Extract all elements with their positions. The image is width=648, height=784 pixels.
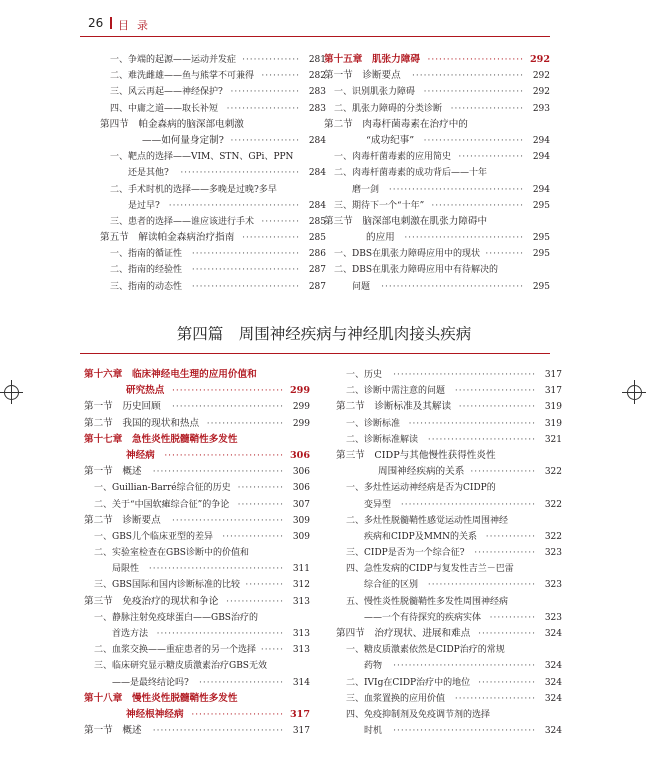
toc-entry-title: 二、血浆交换——重症患者的另一个选择	[94, 645, 257, 656]
toc-entry-title: 三、血浆置换的应用价值	[346, 693, 446, 704]
toc-page-number: 294	[532, 152, 550, 163]
toc-entry	[324, 182, 552, 198]
toc-entry	[324, 133, 552, 149]
toc-entry-title: 第一节 概述	[84, 466, 142, 478]
toc-entry	[84, 723, 312, 739]
toc-leader-dots: ············	[237, 499, 284, 510]
toc-entry-title: 一、多灶性运动神经病是否为CIDP的	[346, 483, 496, 494]
toc-leader-dots: ···················	[450, 103, 524, 114]
toc-page-number: 317	[292, 726, 310, 737]
toc-entry-title: 一、识别肌张力障碍	[334, 87, 416, 98]
toc-entry-title: 三、临床研究显示糖皮质激素治疗GBS无效	[94, 661, 267, 672]
toc-entry-title: 二、实验室检查在GBS诊断中的价值和	[94, 548, 249, 559]
toc-entry	[100, 262, 328, 278]
toc-entry	[336, 691, 564, 707]
toc-leader-dots: ············	[489, 612, 536, 623]
toc-entry	[336, 675, 564, 691]
part-title: 第四篇 周围神经疾病与神经肌肉接头疾病	[176, 325, 472, 343]
toc-leader-dots: ····························	[191, 281, 300, 292]
toc-page-number: 309	[292, 531, 310, 542]
toc-entry	[100, 52, 328, 68]
toc-page-number: 314	[292, 677, 310, 688]
toc-entry-title: 二、肉毒杆菌毒素的成功背后——十年	[334, 168, 488, 179]
toc-leader-dots: ··························	[423, 135, 524, 146]
toc-entry	[336, 577, 564, 593]
page-header	[80, 14, 550, 36]
toc-entry	[336, 642, 564, 658]
toc-leader-dots: ·································	[156, 629, 284, 639]
toc-leader-dots: ·····························	[172, 402, 284, 413]
toc-entry-title: 三、患者的选择——谁应该进行手术	[110, 216, 255, 227]
toc-leader-dots: ···································	[388, 184, 524, 195]
toc-entry-title: 第三节 脑深部电刺激在肌张力障碍中	[324, 215, 488, 227]
page-number: 26	[88, 16, 104, 30]
toc-entry-title: 综合征的区别	[364, 580, 419, 591]
toc-entry-title: 四、急性发病的CIDP与复发性吉兰－巴雷	[346, 564, 514, 575]
toc-leader-dots: ·······························	[164, 450, 284, 461]
toc-leader-dots: ··················	[230, 87, 300, 98]
toc-page-number: 323	[544, 612, 562, 623]
toc-entry-title: 研究热点	[126, 385, 165, 397]
toc-page-number: 319	[544, 402, 562, 413]
toc-leader-dots: ···············	[478, 629, 536, 639]
toc-page-number: 281	[308, 55, 326, 65]
toc-entry	[100, 214, 328, 230]
toc-leader-dots: ···············	[242, 233, 300, 244]
toc-leader-dots: ···············	[226, 596, 284, 607]
toc-entry	[100, 68, 328, 84]
toc-entry	[336, 399, 564, 415]
toc-entry	[84, 399, 312, 415]
toc-leader-dots: ·····························	[172, 515, 284, 526]
toc-entry	[336, 707, 564, 723]
toc-entry	[336, 383, 564, 399]
toc-leader-dots: ····························	[191, 265, 300, 276]
toc-entry-title: 二、诊断中需注意的问题	[346, 386, 446, 397]
toc-entry	[84, 432, 312, 448]
toc-leader-dots: ··········	[245, 580, 284, 591]
toc-entry	[84, 610, 312, 626]
toc-entry	[336, 464, 564, 480]
toc-entry-title: 一、诊断标准	[346, 418, 401, 429]
toc-leader-dots: ···············	[242, 55, 300, 65]
toc-page-number: 299	[289, 385, 310, 397]
toc-entry-title: ——是最终结论吗?	[112, 677, 189, 688]
toc-entry	[100, 84, 328, 100]
toc-entry	[324, 84, 552, 100]
toc-page-number: 312	[292, 580, 310, 591]
toc-leader-dots: ····················	[458, 402, 536, 413]
toc-leader-dots: ··································	[152, 726, 284, 737]
toc-entry-title: 第一节 概述	[84, 725, 142, 737]
toc-entry-title: 磨一剑	[352, 184, 380, 195]
toc-entry-title: 的应用	[366, 232, 395, 244]
toc-entry-title: 第二节 肉毒杆菌毒素在治疗中的	[324, 118, 468, 130]
toc-page-number: 309	[292, 515, 310, 526]
toc-entry-title: 二、指南的经验性	[110, 265, 183, 276]
toc-entry-title: 二、手术时机的选择——多晚是过晚?多早	[110, 184, 277, 195]
toc-page-number: 324	[544, 693, 562, 704]
toc-entry-title: 三、风云再起——神经保护?	[110, 87, 223, 98]
toc-leader-dots: ·····························	[412, 71, 524, 82]
toc-entry	[324, 101, 552, 117]
toc-leader-dots: ···································	[400, 499, 536, 510]
toc-entry-title: 第五节 解读帕金森病治疗指南	[100, 232, 235, 244]
registration-mark-left	[0, 380, 23, 404]
part-rule	[80, 353, 550, 354]
toc-page-number: 283	[308, 103, 326, 114]
toc-entry-title: 神经病	[126, 449, 155, 461]
toc-entry	[84, 464, 312, 480]
toc-leader-dots: ··················	[230, 135, 300, 146]
toc-entry	[336, 561, 564, 577]
toc-page-number: 282	[308, 71, 326, 82]
toc-page-number: 317	[289, 708, 310, 720]
toc-entry-title: 时机	[364, 726, 383, 737]
toc-leader-dots: ············	[237, 483, 284, 494]
toc-entry-title: 一、指南的循证性	[110, 249, 183, 260]
toc-entry	[100, 101, 328, 117]
toc-leader-dots: ····························	[427, 434, 536, 445]
toc-leader-dots: ················	[474, 548, 536, 559]
toc-entry	[324, 230, 552, 246]
toc-leader-dots: ··································	[168, 200, 300, 211]
toc-entry-title: 四、中庸之道——取长补短	[110, 103, 219, 114]
toc-entry-title: 疾病和CIDP及MMN的关系	[364, 531, 478, 542]
toc-page-number: 306	[292, 483, 310, 494]
toc-entry-title: 第十六章 临床神经电生理的应用价值和	[84, 369, 257, 380]
toc-entry-title: 第四节 治疗现状、进展和难点	[336, 628, 471, 639]
toc-entry	[84, 626, 312, 642]
toc-entry-title: 药物	[364, 661, 383, 672]
toc-entry-title: 第二节 我国的现状和热点	[84, 417, 200, 429]
toc-leader-dots: ·················	[458, 152, 524, 163]
toc-entry	[324, 52, 552, 68]
toc-entry-title: 二、难洗雌雄——鱼与熊掌不可兼得	[110, 71, 255, 82]
toc-entry	[100, 279, 328, 295]
registration-mark-right	[622, 380, 646, 404]
toc-entry-title: 三、GBS国际和国内诊断标准的比较	[94, 580, 240, 591]
toc-page-number: 294	[532, 184, 550, 195]
toc-page-number: 317	[544, 370, 562, 380]
toc-entry-title: 第一节 历史回顾	[84, 401, 161, 413]
toc-leader-dots: ·····································	[393, 661, 536, 672]
toc-column-bottom-left	[84, 367, 312, 739]
toc-page-number: 306	[289, 449, 310, 461]
toc-page-number: 324	[544, 677, 562, 688]
toc-leader-dots: ··········	[261, 71, 300, 82]
toc-entry-title: 一、Guillian-Barré综合征的历史	[94, 483, 231, 494]
toc-page-number: 323	[544, 580, 562, 591]
toc-leader-dots: ·································	[408, 418, 536, 429]
toc-entry-title: 首选方法	[112, 629, 149, 639]
toc-entry-title: ——如何量身定制?	[142, 134, 224, 146]
toc-entry	[324, 149, 552, 165]
toc-page-number: 322	[544, 467, 562, 478]
toc-page-number: 313	[292, 629, 310, 639]
toc-entry-title: 第二节 诊断要点	[84, 514, 161, 526]
toc-entry	[324, 214, 552, 230]
toc-page-number: 283	[308, 87, 326, 98]
toc-entry	[336, 513, 564, 529]
toc-page-number: 311	[292, 564, 310, 575]
toc-page-number: 319	[544, 418, 562, 429]
toc-entry	[84, 691, 312, 707]
toc-entry-title: 变异型	[364, 499, 392, 510]
toc-page-number: 287	[308, 265, 326, 276]
toc-entry-title: 五、慢性炎性脱髓鞘性多发性周围神经病	[346, 596, 509, 607]
toc-leader-dots: ·····························	[172, 386, 284, 397]
toc-entry	[336, 367, 564, 383]
toc-entry	[336, 658, 564, 674]
toc-entry	[100, 149, 328, 165]
toc-page-number: 295	[532, 200, 550, 211]
toc-entry	[336, 497, 564, 513]
toc-entry-title: 四、免疫抑制剂及免疫调节剂的选择	[346, 709, 491, 720]
toc-entry	[324, 198, 552, 214]
toc-entry-title: 二、肌张力障碍的分类诊断	[334, 103, 443, 114]
toc-entry	[84, 707, 312, 723]
toc-entry	[84, 497, 312, 513]
toc-entry	[84, 545, 312, 561]
toc-entry	[100, 117, 328, 133]
toc-entry-title: 一、DBS在肌张力障碍应用中的现状	[334, 249, 480, 260]
toc-column-bottom-right	[336, 367, 564, 739]
toc-leader-dots: ·····················	[454, 386, 536, 397]
toc-leader-dots: ···············	[478, 677, 536, 688]
toc-entry	[84, 383, 312, 399]
toc-page-number: 284	[308, 135, 326, 146]
toc-leader-dots: ························	[431, 200, 524, 211]
toc-entry-title: 一、GBS儿个临床亚型的差异	[94, 531, 213, 542]
toc-entry	[336, 416, 564, 432]
toc-entry-title: 二、关于“中国软瘫综合征”的争论	[94, 499, 230, 510]
toc-entry-title: 问题	[352, 281, 371, 292]
toc-entry-title: 神经根神经病	[126, 708, 184, 720]
toc-leader-dots: ·················	[470, 467, 536, 478]
toc-page-number: 294	[532, 135, 550, 146]
toc-entry	[84, 367, 312, 383]
toc-leader-dots: ···················	[226, 103, 300, 114]
toc-entry-title: 二、IVIg在CIDP治疗中的地位	[346, 677, 471, 688]
toc-entry-title: 是过早?	[128, 200, 160, 211]
toc-entry	[324, 262, 552, 278]
toc-page-number: 322	[544, 499, 562, 510]
toc-entry-title: 第十八章 慢性炎性脱髓鞘性多发性	[84, 692, 238, 704]
toc-entry-title: 一、静脉注射免疫球蛋白——GBS治疗的	[94, 612, 258, 623]
toc-leader-dots: ··········	[261, 216, 300, 227]
toc-entry	[336, 723, 564, 739]
toc-entry-title: 局限性	[112, 564, 140, 575]
toc-page-number: 292	[532, 71, 550, 82]
header-rule	[80, 36, 550, 37]
toc-entry	[84, 513, 312, 529]
toc-leader-dots: ························	[191, 709, 284, 720]
toc-entry	[84, 480, 312, 496]
toc-entry	[336, 480, 564, 496]
toc-entry	[84, 416, 312, 432]
toc-page-number: 295	[532, 233, 550, 244]
toc-entry-title: 一、肉毒杆菌毒素的应用简史	[334, 152, 452, 163]
toc-entry-title: 第十七章 急性炎性脱髓鞘性多发性	[84, 433, 238, 445]
toc-leader-dots: ·····································	[393, 726, 536, 737]
toc-entry-title: 第三节 免疫治疗的现状和争论	[84, 595, 219, 607]
toc-entry	[84, 577, 312, 593]
toc-entry	[336, 626, 564, 642]
toc-page-number: 286	[308, 249, 326, 260]
toc-entry	[324, 117, 552, 133]
toc-entry	[336, 594, 564, 610]
toc-leader-dots: ··········	[485, 249, 524, 260]
toc-entry-title: 一、历史	[346, 370, 383, 380]
toc-entry-title: 二、诊断标准解读	[346, 434, 419, 445]
toc-page-number: 323	[544, 548, 562, 559]
toc-entry	[84, 642, 312, 658]
toc-page-number: 313	[292, 596, 310, 607]
toc-entry-title: 第一节 诊断要点	[324, 70, 401, 82]
toc-page-number: 317	[544, 386, 562, 397]
toc-entry	[84, 529, 312, 545]
toc-entry-title: 二、多灶性脱髓鞘性感觉运动性周围神经	[346, 515, 509, 526]
toc-page-number: 324	[544, 661, 562, 672]
toc-page-number: 299	[292, 418, 310, 429]
toc-entry-title: 第三节 CIDP与其他慢性获得性炎性	[336, 449, 496, 461]
toc-leader-dots: ····························	[427, 580, 536, 591]
toc-entry	[336, 432, 564, 448]
toc-entry	[324, 246, 552, 262]
toc-entry-title: 三、指南的动态性	[110, 281, 183, 292]
toc-leader-dots: ·····································	[381, 281, 524, 292]
toc-entry-title: 第二节 诊断标准及其解读	[336, 401, 452, 413]
toc-entry	[324, 279, 552, 295]
toc-leader-dots: ······	[260, 645, 284, 656]
toc-leader-dots: ····················	[206, 418, 284, 429]
toc-entry	[100, 182, 328, 198]
toc-column-top-left	[100, 52, 328, 295]
toc-page-number: 284	[308, 200, 326, 211]
toc-page-number: 287	[308, 281, 326, 292]
toc-leader-dots: ··························	[423, 87, 524, 98]
toc-entry-title: 第十五章 肌张力障碍	[324, 54, 420, 65]
toc-entry	[324, 68, 552, 84]
toc-page-number: 322	[544, 531, 562, 542]
toc-entry	[84, 448, 312, 464]
toc-entry	[84, 658, 312, 674]
toc-page-number: 307	[292, 499, 310, 510]
toc-entry	[100, 133, 328, 149]
toc-leader-dots: ·····················	[454, 693, 536, 704]
toc-entry	[336, 610, 564, 626]
toc-entry-title: 二、DBS在肌张力障碍应用中有待解决的	[334, 265, 498, 276]
toc-page-number: 321	[544, 434, 562, 445]
toc-leader-dots: ················	[222, 531, 284, 542]
toc-page-number: 299	[292, 402, 310, 413]
toc-page-number: 285	[308, 233, 326, 244]
toc-page-number: 313	[292, 645, 310, 656]
toc-page-number: 293	[532, 103, 550, 114]
toc-page-number: 285	[308, 216, 326, 227]
toc-page-number: 292	[532, 87, 550, 98]
toc-entry	[100, 165, 328, 181]
toc-entry	[100, 230, 328, 246]
toc-page-number: 324	[544, 726, 562, 737]
toc-entry-title: 三、期待下一个“十年”	[334, 200, 425, 211]
toc-entry-title: 三、CIDP是否为一个综合征?	[346, 548, 465, 559]
toc-page-number: 295	[532, 249, 550, 260]
header-accent-bar	[110, 17, 112, 29]
toc-leader-dots: ·············	[485, 531, 536, 542]
toc-page-number: 306	[292, 467, 310, 478]
toc-leader-dots: ··································	[152, 467, 284, 478]
toc-entry-title: 一、糖皮质激素依然是CIDP治疗的常规	[346, 645, 505, 656]
header-title: 目录	[118, 19, 156, 32]
toc-entry	[324, 165, 552, 181]
toc-entry-title: 周围神经疾病的关系	[378, 466, 465, 478]
toc-leader-dots: ····························	[191, 249, 300, 260]
toc-leader-dots: ·························	[427, 55, 524, 65]
toc-entry-title: 还是其他?	[128, 168, 169, 179]
toc-page-number: 324	[544, 629, 562, 639]
toc-entry-title: ——一个有待探究的疾病实体	[364, 612, 482, 623]
toc-entry	[100, 198, 328, 214]
toc-entry	[84, 594, 312, 610]
toc-entry	[84, 675, 312, 691]
toc-leader-dots: ·····································	[393, 370, 536, 380]
toc-leader-dots: ······················	[199, 677, 284, 688]
toc-page-number: 292	[529, 54, 550, 65]
toc-leader-dots: ·······························	[180, 168, 300, 179]
toc-entry	[336, 545, 564, 561]
toc-column-top-right	[324, 52, 552, 295]
toc-page-number: 295	[532, 281, 550, 292]
toc-entry-title: 一、争端的起源——运动并发症	[110, 55, 237, 65]
toc-entry	[100, 246, 328, 262]
toc-leader-dots: ···································	[148, 564, 284, 575]
toc-page-number: 284	[308, 168, 326, 179]
toc-entry	[84, 561, 312, 577]
toc-entry-title: “成功纪事”	[366, 134, 415, 146]
toc-entry	[336, 448, 564, 464]
toc-leader-dots: ·······························	[404, 233, 524, 244]
toc-entry-title: 一、靶点的选择——VIM、STN、GPi、PPN	[110, 152, 294, 163]
toc-entry	[336, 529, 564, 545]
toc-entry-title: 第四节 帕金森病的脑深部电刺激	[100, 118, 244, 130]
